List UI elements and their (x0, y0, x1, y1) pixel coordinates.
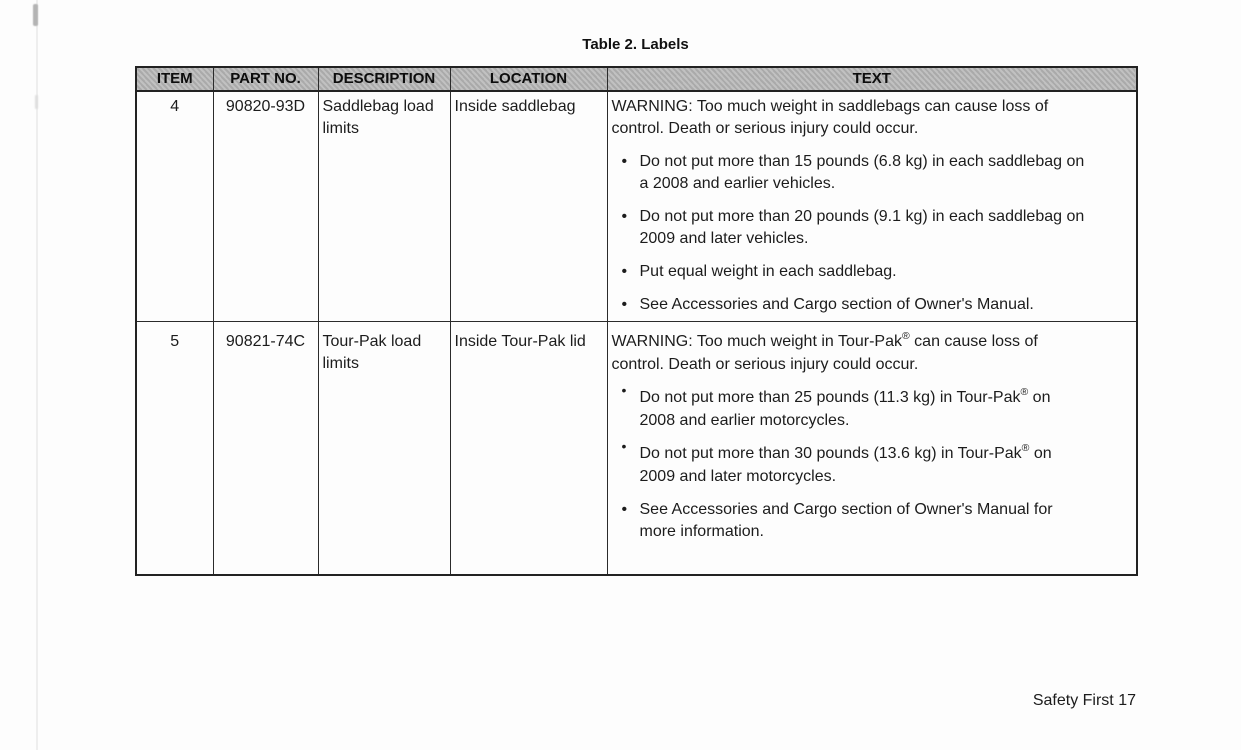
labels-table (135, 66, 1138, 576)
part-number: 90821-74C (213, 321, 318, 575)
bullet-item (612, 499, 1133, 543)
location-cell: Inside saddlebag (450, 91, 607, 321)
bullet-icon: • (621, 500, 628, 518)
description-line: limits (322, 354, 359, 372)
bullet-line: 2009 and later motorcycles. (639, 467, 837, 485)
registered-mark: ® (901, 329, 910, 342)
bullet-item (612, 151, 1133, 195)
item-number: 5 (136, 321, 213, 575)
bullet-icon: • (621, 208, 628, 225)
location-cell: Inside Tour-Pak lid (450, 321, 607, 575)
warning-paragraph (612, 96, 1133, 140)
page-footer: Safety First 17 (1032, 692, 1136, 709)
bullet-line: 2009 and later vehicles. (639, 230, 809, 247)
label-text-cell (607, 91, 1137, 321)
bullet-icon: • (621, 437, 627, 454)
column-header-location: LOCATION (450, 67, 607, 91)
description-cell (318, 91, 450, 321)
bullet-icon: • (621, 296, 628, 313)
description-line: limits (322, 120, 359, 137)
warning-line: WARNING: Too much weight in saddlebags can cause loss of (611, 98, 1049, 115)
column-header-part-no: PART NO. (213, 67, 318, 91)
part-number: 90820-93D (213, 91, 318, 321)
table-row (136, 91, 1137, 321)
bullet-item (612, 437, 1133, 488)
scan-edge-mark (33, 4, 38, 26)
scan-edge-mark-2 (35, 95, 38, 109)
bullet-line: a 2008 and earlier vehicles. (639, 175, 836, 192)
bullet-icon: • (621, 263, 628, 280)
bullet-icon: • (621, 153, 628, 170)
description-line: Saddlebag load (322, 98, 434, 115)
label-text-cell (607, 321, 1137, 575)
bullet-item (612, 261, 1133, 283)
bullet-line: Do not put more than 20 pounds (9.1 kg) in each saddlebag on (639, 208, 1085, 225)
bullet-line: Do not put more than 30 pounds (13.6 kg) in Tour-Pak® on (639, 441, 1052, 462)
bullet-line: 2008 and earlier motorcycles. (639, 411, 850, 429)
column-header-description: DESCRIPTION (318, 67, 450, 91)
warning-line: control. Death or serious injury could occur. (611, 355, 919, 373)
bullet-line: more information. (639, 522, 764, 540)
bullet-icon: • (621, 381, 627, 398)
bullet-line: Do not put more than 25 pounds (11.3 kg) in Tour-Pak® on (639, 385, 1051, 406)
bullet-line: See Accessories and Cargo section of Owner's Manual. (639, 296, 1034, 313)
registered-mark: ® (1021, 441, 1030, 454)
warning-line: WARNING: Too much weight in Tour-Pak® can cause loss of (611, 329, 1038, 350)
bullet-item (612, 294, 1133, 316)
bullet-line: See Accessories and Cargo section of Owner's Manual for (639, 500, 1053, 518)
description-cell (318, 321, 450, 575)
bullet-line: Do not put more than 15 pounds (6.8 kg) in each saddlebag on (639, 153, 1085, 170)
description-line: Tour-Pak load (322, 332, 422, 350)
item-number: 4 (136, 91, 213, 321)
table-caption: Table 2. Labels (582, 36, 689, 53)
bullet-item (612, 206, 1133, 250)
registered-mark: ® (1020, 385, 1029, 398)
bullet-line: Put equal weight in each saddlebag. (639, 263, 897, 280)
column-header-text: TEXT (607, 67, 1137, 91)
table-header-row (136, 67, 1137, 91)
bullet-item (612, 381, 1133, 432)
warning-paragraph (612, 331, 1133, 376)
scan-edge-line (36, 0, 38, 750)
warning-line: control. Death or serious injury could occur. (611, 120, 919, 137)
column-header-item: ITEM (136, 67, 213, 91)
table-row (136, 321, 1137, 575)
